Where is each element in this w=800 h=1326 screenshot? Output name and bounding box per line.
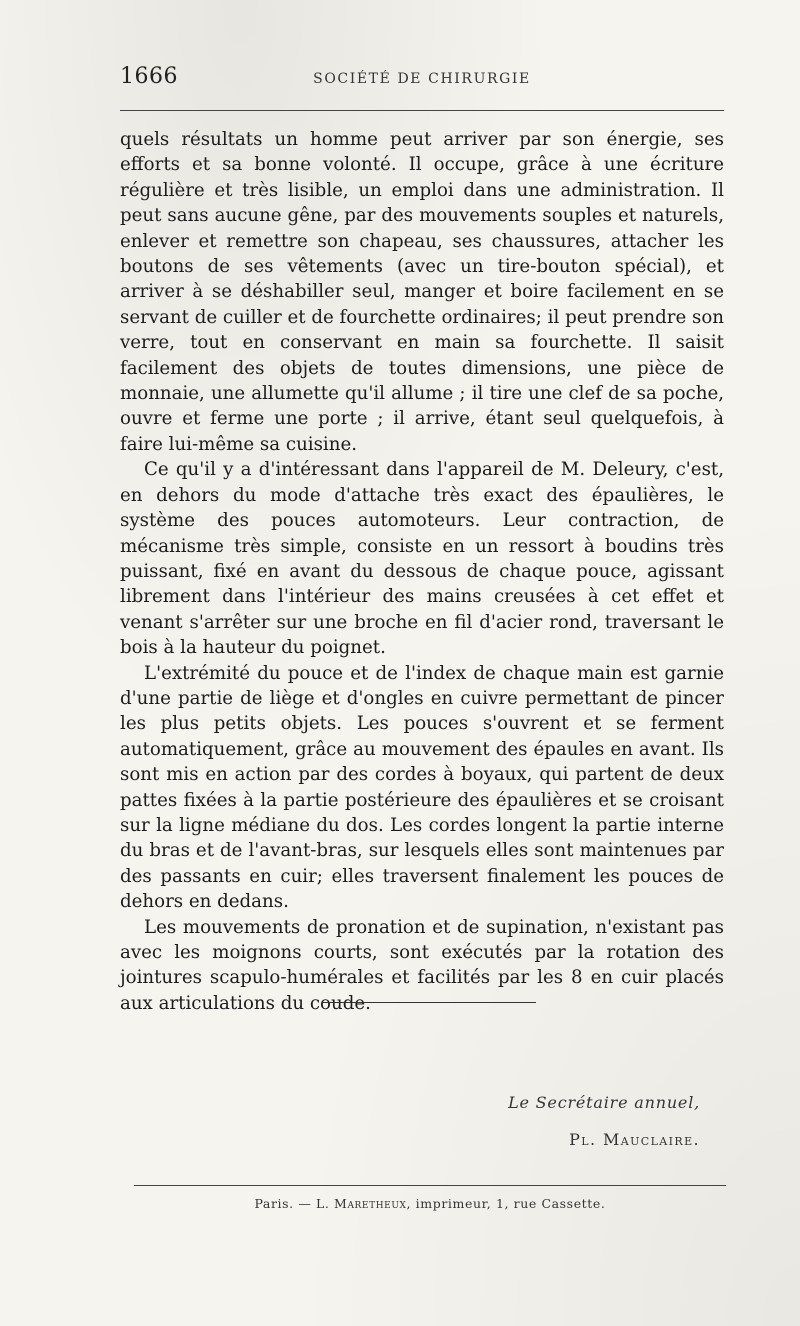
body-text: [120, 127, 724, 1016]
signature-role: Le Secrétaire annuel,: [508, 1093, 700, 1112]
running-head: SOCIÉTÉ DE CHIRURGIE: [313, 71, 531, 87]
paragraph-2: Ce qu'il y a d'intéressant dans l'appareil de M. Deleury, c'est, en dehors du mode d'attache très exact des épaulières, le système des pouces automoteurs. Leur contraction, de mécanisme très simple, consiste en un ressort à boudins très puissant, fixé en avant du dessous de chaque pouce, agissant librement dans l'intérieur des mains creusées à cet effet et venant s'arrêter sur une broche en fil d'acier rond, traversant le bois à la hauteur du poignet.: [120, 459, 724, 659]
paragraph-1: quels résultats un homme peut arriver par son énergie, ses efforts et sa bonne volonté. Il occupe, grâce à une écriture régulière et très lisible, un emploi dans une administration. Il peut sans aucune gêne, par des mouvements souples et naturels, enlever et remettre son chapeau, ses chaussures, attacher les boutons de ses vêtements (avec un tire-bouton spécial), et arriver à se déshabiller seul, manger et boire facilement en se servant de cuiller et de fourchette ordinaires; il peut prendre son verre, tout en conservant en main sa fourchette. Il saisit facilement des objets de toutes dimensions, une pièce de monnaie, une allumette qu'il allume ; il tire une clef de sa poche, ouvre et ferme une porte ; il arrive, étant seul quelquefois, à faire lui-même sa cuisine.: [120, 129, 724, 455]
footer-prefix: Paris. —: [254, 1196, 312, 1211]
paragraph-3: L'extrémité du pouce et de l'index de chaque main est garnie d'une partie de liège et d'ongles en cuivre permettant de pincer les plus petits objets. Les pouces s'ouvrent et se ferment automatiquement, grâce au mouvement des épaules en avant. Ils sont mis en action par des cordes à boyaux, qui partent de deux pattes fixées à la partie postérieure des épaulières et se croisant sur la ligne médiane du dos. Les cordes longent la partie interne du bras et de l'avant-bras, sur lesquels elles sont maintenues par des passants en cuir; elles traversent finalement les pouces de dehors en dedans.: [120, 662, 724, 913]
signature-name: Pl. Mauclaire.: [569, 1130, 700, 1149]
footer-suffix: imprimeur, 1, rue Cassette.: [415, 1196, 606, 1211]
signature-block: [440, 1093, 700, 1149]
paragraph-4: Les mouvements de pronation et de supination, n'existant pas avec les moignons courts, sont exécutés par la rotation des jointures scapulo-humérales et facilités par les 8 en cuir placés aux articulations du coude.: [120, 916, 724, 1014]
footer-printer: L. Maretheux,: [316, 1196, 412, 1211]
section-divider: [322, 1002, 536, 1003]
printer-footer: [134, 1196, 726, 1211]
page-header: [120, 64, 724, 94]
header-rule: [120, 110, 724, 111]
footer-rule: [134, 1185, 726, 1186]
page-number: 1666: [120, 64, 178, 89]
